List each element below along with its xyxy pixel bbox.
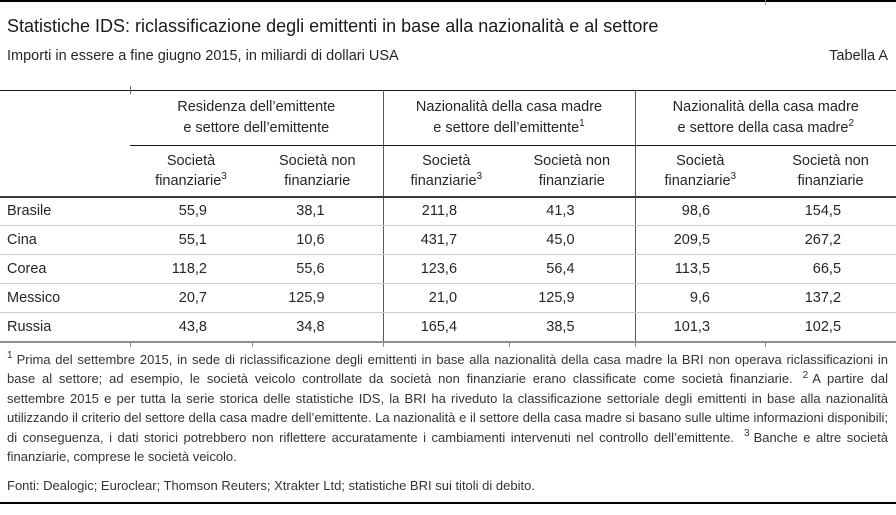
footnotes (7, 350, 888, 467)
footnote-ref: 3 (730, 170, 737, 182)
value-cell: 123,6 (383, 255, 509, 284)
value-cell: 34,8 (252, 313, 383, 342)
value-cell: 154,5 (765, 197, 896, 226)
column-group-nationality-parent-sector (635, 91, 896, 146)
subheader-line2: finanziarie (284, 172, 351, 189)
subheader-line2: finanziarie (797, 172, 864, 189)
row-label: Cina (0, 226, 130, 255)
group-title-line2: e settore della casa madre (677, 120, 849, 136)
subheader-line1: Società (676, 152, 725, 169)
value-cell: 41,3 (509, 197, 635, 226)
value-cell: 125,9 (509, 284, 635, 313)
value-cell: 45,0 (509, 226, 635, 255)
row-label: Corea (0, 255, 130, 284)
subtitle: Importi in essere a fine giugno 2015, in miliardi di dollari USA (7, 48, 399, 64)
subheader-financial (130, 146, 252, 197)
statistics-table (0, 90, 896, 343)
table-row (0, 226, 896, 255)
value-cell: 56,4 (509, 255, 635, 284)
value-cell: 137,2 (765, 284, 896, 313)
value-cell: 20,7 (130, 284, 252, 313)
group-title-line1: Residenza dell’emittente (177, 99, 336, 115)
value-cell: 38,1 (252, 197, 383, 226)
group-title-line1: Nazionalità della casa madre (672, 99, 859, 115)
value-cell: 55,9 (130, 197, 252, 226)
value-cell: 9,6 (635, 284, 765, 313)
group-title-line2: e settore dell’emittente (433, 120, 580, 136)
data-table (0, 90, 896, 343)
row-label: Brasile (0, 197, 130, 226)
subheader-financial (635, 146, 765, 197)
column-tick (509, 342, 510, 347)
value-cell: 267,2 (765, 226, 896, 255)
value-cell: 165,4 (383, 313, 509, 342)
footnote-text: Prima del settembre 2015, in sede di riclassificazione degli emittenti in base alla nazionalità della casa madre la BRI non operava riclassificazioni in base al settore; ad esempio, le società veicolo controllate da società non finanziarie erano classificate come società finanziarie. (7, 351, 888, 386)
subheader-line1: Società non (533, 152, 611, 169)
footnote-text: A partire dal settembre 2015 e per tutta la serie storica delle statistiche IDS, la BRI ha riveduto la classificazione settoriale degli emittenti in base alla nazionalità utilizzando il criterio del settore della casa madre dell’emittente. La nazionalità e il settore della casa madre si basano sulle ultime informazioni disponibili; di conseguenza, i dati storici potrebbero non riflettere accuratamente i cambiamenti intervenuti nel controllo dell’emittente. (7, 371, 889, 445)
subtitle-row (7, 47, 888, 66)
group-title-line1: Nazionalità della casa madre (415, 99, 603, 115)
column-tick (130, 86, 131, 94)
value-cell: 55,6 (252, 255, 383, 284)
table-label: Tabella A (829, 48, 888, 64)
value-cell: 21,0 (383, 284, 509, 313)
column-tick (765, 0, 766, 5)
column-tick (130, 342, 131, 347)
value-cell: 118,2 (130, 255, 252, 284)
top-rule (0, 0, 896, 2)
value-cell: 66,5 (765, 255, 896, 284)
subheader-line2: finanziarie (155, 172, 222, 189)
footnote-ref: 3 (476, 170, 483, 182)
value-cell: 125,9 (252, 284, 383, 313)
column-group-nationality-issuer-sector (383, 91, 635, 146)
corner-cell (0, 146, 130, 197)
column-group-header-row (0, 91, 896, 146)
column-group-residence (130, 91, 383, 146)
footnote-marker: 3 (744, 428, 750, 440)
subheader-line2: finanziarie (664, 172, 731, 189)
value-cell: 10,6 (252, 226, 383, 255)
value-cell: 55,1 (130, 226, 252, 255)
row-label: Russia (0, 313, 130, 342)
bottom-rule (0, 502, 896, 504)
footnote-ref: 1 (579, 118, 585, 130)
value-cell: 102,5 (765, 313, 896, 342)
corner-cell (0, 91, 130, 146)
column-tick (383, 342, 384, 347)
value-cell: 113,5 (635, 255, 765, 284)
footnote-ref: 3 (221, 170, 227, 182)
page-title: Statistiche IDS: riclassificazione degli emittenti in base alla nazionalità e al settore (7, 16, 659, 36)
value-cell: 43,8 (130, 313, 252, 342)
sources-line: Fonti: Dealogic; Euroclear; Thomson Reuters; Xtrakter Ltd; statistiche BRI sui titoli di debito. (7, 477, 535, 493)
footnote-ref: 2 (848, 118, 854, 130)
subheader-financial (383, 146, 509, 197)
subcolumn-header-row (0, 146, 896, 197)
footnote-marker: 2 (802, 369, 809, 381)
subheader-nonfinancial (252, 146, 383, 197)
subheader-line1: Società (422, 152, 471, 169)
subheader-nonfinancial (765, 146, 896, 197)
subheader-line2: finanziarie (410, 172, 477, 189)
row-label: Messico (0, 284, 130, 313)
subheader-line1: Società non (792, 152, 869, 169)
table-row (0, 284, 896, 313)
subheader-line1: Società (166, 152, 216, 169)
column-tick (765, 342, 766, 347)
footnote-marker: 1 (7, 350, 13, 362)
value-cell: 38,5 (509, 313, 635, 342)
group-title-line2: e settore dell’emittente (183, 120, 330, 136)
subheader-line2: finanziarie (538, 172, 605, 189)
table-row (0, 197, 896, 226)
value-cell: 101,3 (635, 313, 765, 342)
value-cell: 211,8 (383, 197, 509, 226)
value-cell: 209,5 (635, 226, 765, 255)
footnote-text: Banche e altre società finanziarie, comprese le società veicolo. (7, 429, 888, 464)
value-cell: 431,7 (383, 226, 509, 255)
table-row (0, 313, 896, 342)
subheader-nonfinancial (509, 146, 635, 197)
subheader-line1: Società non (278, 152, 356, 169)
table-row (0, 255, 896, 284)
column-tick (252, 342, 253, 347)
value-cell: 98,6 (635, 197, 765, 226)
column-tick (635, 342, 636, 347)
